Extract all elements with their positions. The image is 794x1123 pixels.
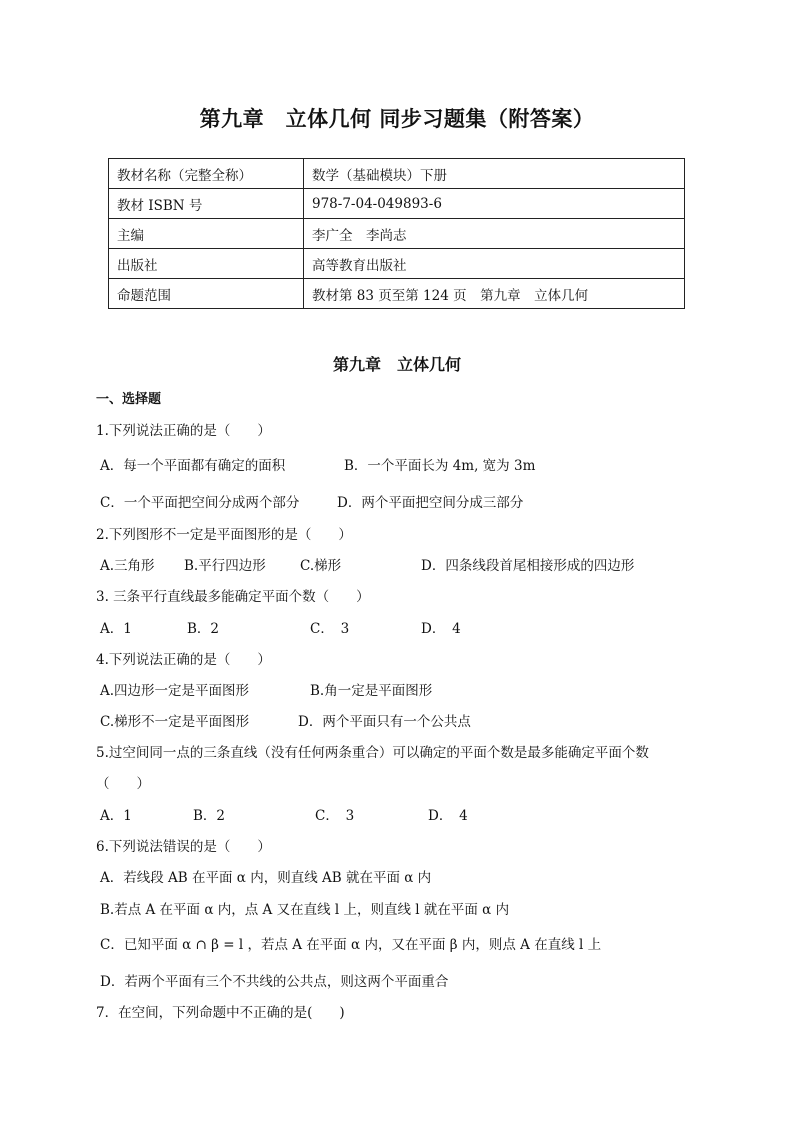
textbook-info-table bbox=[108, 158, 685, 309]
question-7-stem: 7．在空间，下列命题中不正确的是( ) bbox=[96, 1005, 345, 1021]
table-key: 主编 bbox=[109, 219, 304, 249]
question-5-stem: 5.过空间同一点的三条直线（没有任何两条重合）可以确定的平面个数是最多能确定平面个数 bbox=[96, 745, 649, 761]
table-value: 教材第 83 页至第 124 页 第九章 立体几何 bbox=[304, 279, 685, 309]
table-value: 李广全 李尚志 bbox=[304, 219, 685, 249]
question-6-option-a: A．若线段 AB 在平面 α 内，则直线 AB 就在平面 α 内 bbox=[100, 870, 432, 886]
table-key: 出版社 bbox=[109, 249, 304, 279]
question-1-option-a: A．每一个平面都有确定的面积 bbox=[100, 458, 286, 474]
question-3-option-d: D． 4 bbox=[421, 621, 461, 637]
question-3-option-b: B．2 bbox=[187, 621, 220, 637]
table-key: 教材 ISBN 号 bbox=[109, 189, 304, 219]
question-5-option-c: C． 3 bbox=[315, 808, 355, 824]
table-key: 教材名称（完整全称） bbox=[109, 159, 304, 189]
question-6-option-c: C．已知平面 α ∩ β = l ，若点 A 在平面 α 内，又在平面 β 内，则点 A 在直线 l 上 bbox=[100, 937, 602, 953]
part-heading: 一、选择题 bbox=[96, 392, 162, 407]
question-2-option-d: D．四条线段首尾相接形成的四边形 bbox=[421, 558, 635, 574]
question-4-option-c: C.梯形不一定是平面图形 bbox=[100, 714, 250, 730]
question-6-option-d: D．若两个平面有三个不共线的公共点，则这两个平面重合 bbox=[100, 974, 449, 990]
question-5-option-b: B．2 bbox=[193, 808, 226, 824]
table-row bbox=[109, 189, 685, 219]
table-key: 命题范围 bbox=[109, 279, 304, 309]
question-5-option-a: A．1 bbox=[100, 808, 132, 824]
question-3-option-a: A．1 bbox=[100, 621, 132, 637]
question-4-option-d: D．两个平面只有一个公共点 bbox=[298, 714, 471, 730]
question-1-option-b: B．一个平面长为 4m, 宽为 3m bbox=[344, 458, 536, 474]
question-2-stem: 2.下列图形不一定是平面图形的是（ ） bbox=[96, 527, 352, 543]
question-2-option-b: B.平行四边形 bbox=[184, 558, 266, 574]
question-2-option-a: A.三角形 bbox=[100, 558, 155, 574]
question-3-option-c: C． 3 bbox=[310, 621, 350, 637]
table-value: 高等教育出版社 bbox=[304, 249, 685, 279]
question-6-stem: 6.下列说法错误的是（ ） bbox=[96, 839, 271, 855]
question-3-stem: 3. 三条平行直线最多能确定平面个数（ ） bbox=[96, 589, 370, 605]
question-1-option-d: D．两个平面把空间分成三部分 bbox=[337, 495, 524, 511]
question-5-option-d: D． 4 bbox=[428, 808, 468, 824]
table-row bbox=[109, 159, 685, 189]
table-row bbox=[109, 249, 685, 279]
question-1-option-c: C．一个平面把空间分成两个部分 bbox=[100, 495, 300, 511]
question-4-stem: 4.下列说法正确的是（ ） bbox=[96, 652, 271, 668]
table-row bbox=[109, 219, 685, 249]
section-title: 第九章 立体几何 bbox=[332, 355, 461, 374]
question-4-option-a: A.四边形一定是平面图形 bbox=[100, 683, 250, 699]
table-row bbox=[109, 279, 685, 309]
question-5-stem-continued: （ ） bbox=[96, 776, 150, 792]
table-value: 数学（基础模块）下册 bbox=[304, 159, 685, 189]
table-value: 978-7-04-049893-6 bbox=[304, 189, 685, 219]
question-2-option-c: C.梯形 bbox=[300, 558, 342, 574]
document-title: 第九章 立体几何 同步习题集（附答案） bbox=[199, 107, 595, 131]
question-4-option-b: B.角一定是平面图形 bbox=[310, 683, 433, 699]
question-6-option-b: B.若点 A 在平面 α 内，点 A 又在直线 l 上，则直线 l 就在平面 α 内 bbox=[100, 902, 510, 918]
question-1-stem: 1.下列说法正确的是（ ） bbox=[96, 423, 271, 439]
